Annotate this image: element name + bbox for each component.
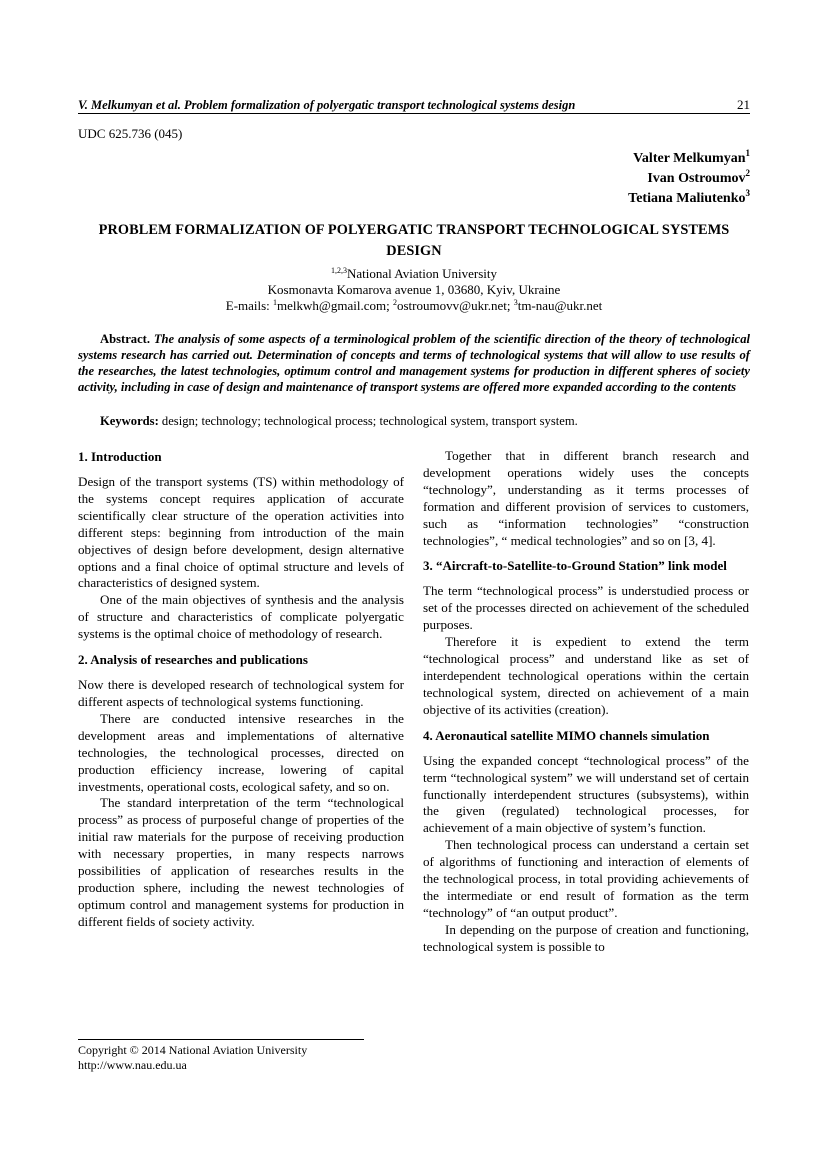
- paragraph: The term “technological process” is understudied process or set of the processes directed on achievement of the scheduled purposes.: [423, 583, 749, 633]
- email-link[interactable]: melkwh@gmail.com;: [277, 298, 393, 313]
- section-heading: 2. Analysis of researches and publications: [78, 652, 308, 668]
- author: Tetiana Maliutenko$^3$: [628, 188, 750, 206]
- emails: E-mails: $^1$melkwh@gmail.com; $^2$ostroumovv@ukr.net; $^3$tm-nau@ukr.net: [225, 298, 603, 313]
- paragraph: Therefore it is expedient to extend the term “technological process” and understand like as set of interdependent technological operations within the certain technological system, directed on achievement of a main objective of its activities (creation).: [423, 634, 749, 717]
- keywords-text: design; technology; technological process; technological system, transport system.: [158, 414, 578, 428]
- email-link[interactable]: tm-nau@ukr.net: [517, 298, 603, 313]
- paragraph: Design of the transport systems (TS) within methodology of the systems concept requires application of accurate scientifically clear structure of the operation activities into different steps: beginning from introduction of the main objectives of design before development, design alternative options and a final choice of optimal structure and levels of characteristics of designed system.: [78, 474, 404, 591]
- right-column: [423, 448, 749, 956]
- section-heading: 4. Aeronautical satellite MIMO channels simulation: [423, 727, 710, 743]
- affiliation: [78, 266, 750, 314]
- address: Kosmonavta Komarova avenue 1, 03680, Kyiv, Ukraine: [267, 282, 561, 297]
- paragraph: In depending on the purpose of creation and functioning, technological system is possible to: [423, 921, 749, 954]
- footer: [78, 1043, 307, 1073]
- abstract-label: Abstract.: [100, 332, 151, 346]
- copyright: Copyright © 2014 National Aviation University: [78, 1043, 308, 1057]
- university: $^{1,2,3}$National Aviation University: [331, 266, 497, 281]
- keywords-label: Keywords:: [100, 414, 159, 428]
- paper-title: PROBLEM FORMALIZATION OF POLYERGATIC TRANSPORT TECHNOLOGICAL SYSTEMS DESIGN: [98, 222, 730, 259]
- running-title: V. Melkumyan et al. Problem formalization of polyergatic transport technological systems design: [78, 98, 576, 112]
- section-heading: 1. Introduction: [78, 449, 162, 464]
- paragraph: Together that in different branch research and development operations widely uses the concepts “technology”, understanding as it terms processes of formation and different provision of services to customers, such as “information technologies” “construction technologies”, “ medical technologies” and so on [3, 4].: [423, 448, 749, 548]
- page-number: 21: [737, 97, 750, 112]
- left-column: [78, 448, 404, 931]
- running-header: [78, 97, 750, 113]
- author: Ivan Ostroumov$^2$: [647, 168, 750, 186]
- paragraph: There are conducted intensive researches in the development areas and implementations of alternative technologies, the technological processes, directed on production efficiency increase, lowering of capital investments, operational costs, ecological safety, and so on.: [78, 710, 404, 794]
- email-link[interactable]: ostroumovv@ukr.net;: [397, 298, 514, 313]
- paragraph: One of the main objectives of synthesis and the analysis of structure and characteristics of complicate polyergatic systems is the optimal choice of methodology of research.: [78, 592, 404, 642]
- author-list: [628, 149, 750, 209]
- paragraph: The standard interpretation of the term “technological process” as process of purposeful change of properties of the initial raw materials for the purpose of receiving production with necessary properties, in many respects narrows possibilities of application of researches results in the production sphere, including the newest technologies of optimum control and management systems for production in different fields of society activity.: [78, 795, 404, 929]
- paragraph: Now there is developed research of technological system for different aspects of technological systems functioning.: [78, 677, 404, 709]
- footer-url[interactable]: http://www.nau.edu.ua: [78, 1058, 187, 1072]
- keywords: [78, 413, 750, 429]
- abstract: [78, 331, 750, 395]
- paragraph: Using the expanded concept “technological process” of the term “technological system” we will understand set of certain functionally interdependent structures (subsystems), within the given (regulated) technological processes, for achievement of a main objective of system’s function.: [423, 752, 749, 836]
- footer-rule: [78, 1039, 364, 1040]
- abstract-text: The analysis of some aspects of a terminological problem of the scientific direction of the theory of technological systems research has carried out. Determination of concepts and terms of technological systems that will allow to use results of the researches, the latest technologies, optimum control and management systems for production in different spheres of society activity, including in case of design and maintenance of transport systems are offered more expanded according to the contents: [78, 332, 750, 394]
- udc-code: UDC 625.736 (045): [78, 126, 183, 141]
- section-heading: 3. “Aircraft-to-Satellite-to-Ground Station” link model: [423, 558, 727, 574]
- author: Valter Melkumyan$^1$: [633, 148, 750, 166]
- paragraph: Then technological process can understand a certain set of algorithms of functioning and interaction of elements of the technological process, in total providing achievements of the intermediate or end result of formation as the term “technology” of “an output product”.: [423, 837, 749, 920]
- header-rule: [78, 113, 750, 114]
